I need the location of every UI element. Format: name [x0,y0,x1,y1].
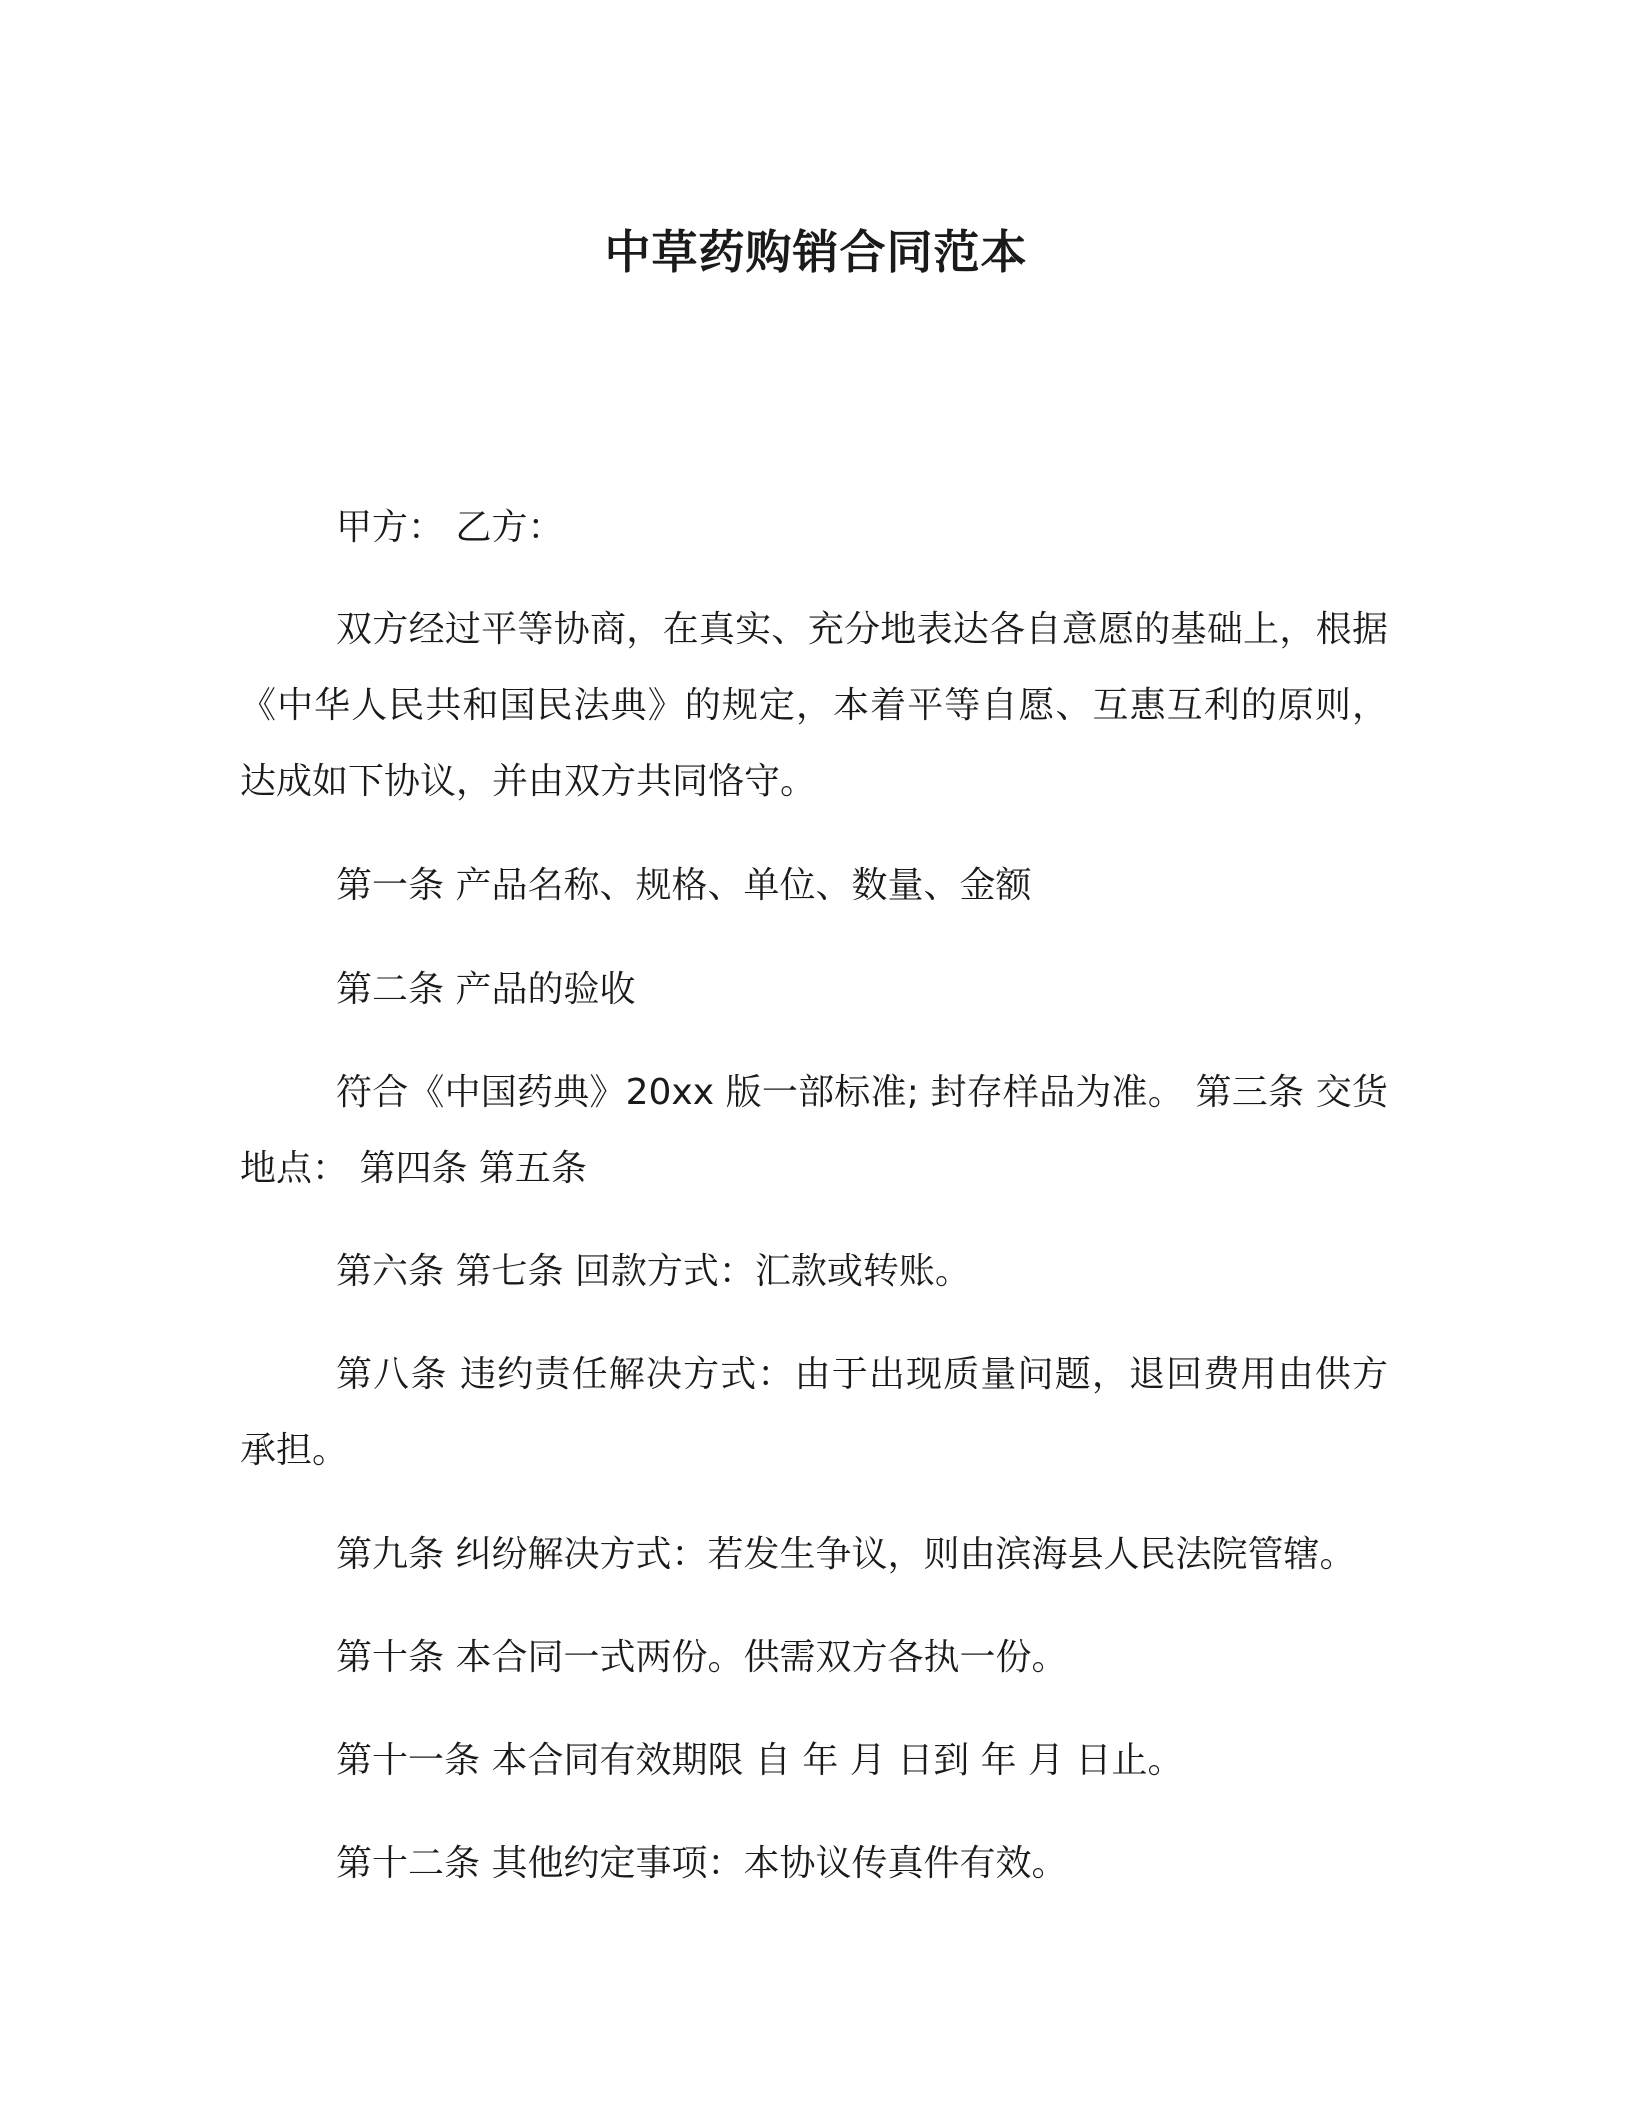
article-10: 第十条 本合同一式两份。供需双方各执一份。 [336,1637,1068,1678]
parties-line: 甲方： 乙方： [336,507,564,548]
article-12: 第十二条 其他约定事项：本协议传真件有效。 [336,1843,1068,1884]
document-title: 中草药购销合同范本 [604,225,1028,279]
article-9: 第九条 纠纷解决方式：若发生争议，则由滨海县人民法院管辖。 [336,1534,1356,1575]
preamble-paragraph: 双方经过平等协商，在真实、充分地表达各自意愿的基础上，根据《中华人民共和国民法典》的规定，本着平等自愿、互惠互利的原则，达成如下协议，并由双方共同恪守。 [240,609,1388,802]
article-2-to-5: 符合《中国药典》20xx 版一部标准; 封存样品为准。 第三条 交货地点： 第四条 第五条 [240,1072,1388,1189]
article-6-7: 第六条 第七条 回款方式：汇款或转账。 [336,1251,971,1292]
article-2: 第二条 产品的验收 [336,969,636,1010]
article-1: 第一条 产品名称、规格、单位、数量、金额 [336,865,1032,906]
article-11: 第十一条 本合同有效期限 自 年 月 日到 年 月 日止。 [336,1740,1184,1781]
article-8: 第八条 违约责任解决方式：由于出现质量问题，退回费用由供方承担。 [240,1354,1388,1471]
